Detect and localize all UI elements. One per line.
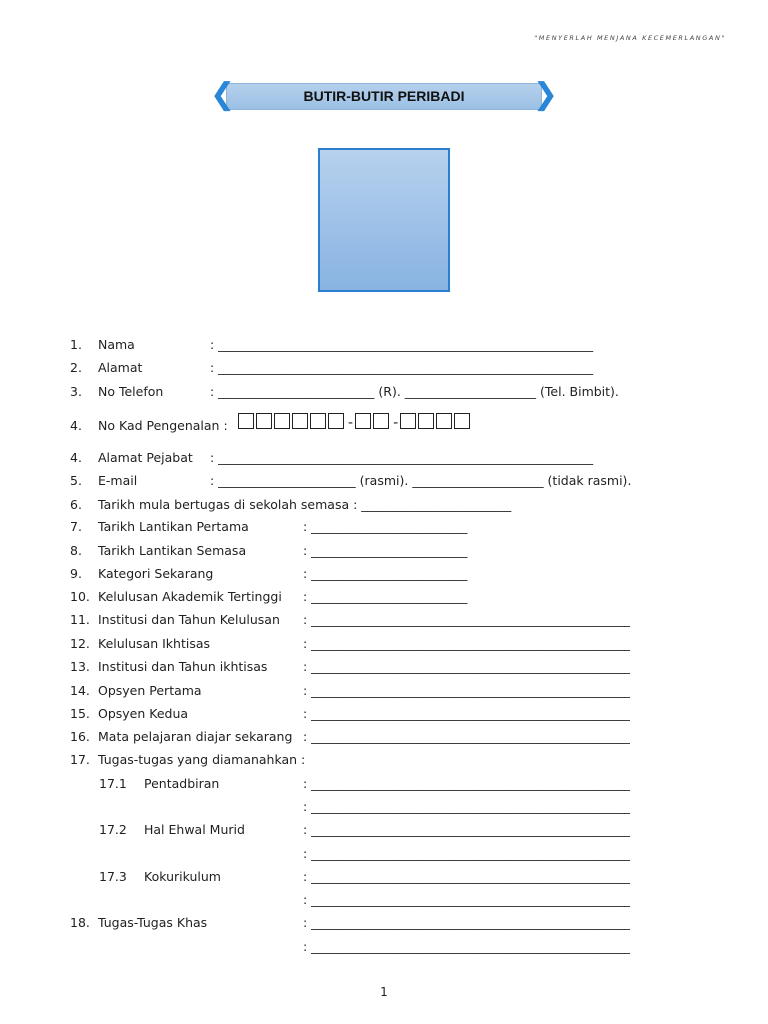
- field-kokurikulum-line2: [0, 892, 768, 910]
- field-blank[interactable]: : ___________________________________________________: [303, 915, 630, 930]
- field-blank[interactable]: : _________________________: [303, 543, 468, 558]
- field-blank[interactable]: : ___________________________________________________: [303, 729, 630, 744]
- field-opsyen-kedua: [0, 706, 768, 724]
- field-blank[interactable]: : ___________________________________________________: [303, 636, 630, 651]
- page-title: BUTIR-BUTIR PERIBADI: [303, 88, 465, 104]
- field-label: Alamat Pejabat: [98, 450, 193, 465]
- field-number: 17.1: [99, 776, 127, 791]
- field-number: 6.: [70, 497, 82, 512]
- field-blank[interactable]: : ___________________________________________________: [303, 892, 630, 907]
- field-nama: [0, 337, 768, 355]
- field-label: Opsyen Pertama: [98, 683, 202, 698]
- field-label: Kokurikulum: [144, 869, 221, 884]
- field-number: 16.: [70, 729, 90, 744]
- field-akademik: [0, 589, 768, 607]
- field-number: 8.: [70, 543, 82, 558]
- field-hal-ehwal-murid: [0, 822, 768, 840]
- field-label: Hal Ehwal Murid: [144, 822, 245, 837]
- field-pentadbiran: [0, 776, 768, 794]
- field-number: 10.: [70, 589, 90, 604]
- field-ikhtisas: [0, 636, 768, 654]
- field-label: Tarikh Lantikan Semasa: [98, 543, 247, 558]
- field-number: 4.: [70, 450, 82, 465]
- field-email: [0, 473, 768, 491]
- field-blank[interactable]: : ___________________________________________________: [303, 939, 630, 954]
- field-tugas-khas-line2: [0, 939, 768, 957]
- field-telefon: [0, 384, 768, 402]
- field-label: Institusi dan Tahun Kelulusan: [98, 612, 280, 627]
- photo-placeholder: [318, 148, 450, 292]
- field-number: 3.: [70, 384, 82, 399]
- field-tugas: [0, 752, 768, 770]
- field-number: 17.3: [99, 869, 127, 884]
- field-kokurikulum: [0, 869, 768, 887]
- field-blank[interactable]: : ____________________________________________________________: [210, 337, 594, 352]
- field-label: Kategori Sekarang: [98, 566, 214, 581]
- field-kategori: [0, 566, 768, 584]
- field-number: 15.: [70, 706, 90, 721]
- motto-header: "MENYERLAH MENJANA KECEMERLANGAN": [534, 34, 726, 42]
- field-blank[interactable]: : ___________________________________________________: [303, 799, 630, 814]
- field-number: 12.: [70, 636, 90, 651]
- field-label: Tugas-tugas yang diamanahkan :: [98, 752, 306, 767]
- field-tarikh-mula: [0, 497, 768, 515]
- field-number: 14.: [70, 683, 90, 698]
- field-number: 17.: [70, 752, 90, 767]
- field-alamat-pejabat: [0, 450, 768, 468]
- field-blank[interactable]: : _________________________ (R). _____________________ (Tel. Bimbit).: [210, 384, 619, 399]
- field-blank[interactable]: : ____________________________________________________________: [210, 360, 594, 375]
- field-label[interactable]: Tarikh mula bertugas di sekolah semasa : ________________________: [98, 497, 512, 512]
- field-blank[interactable]: : ___________________________________________________: [303, 612, 630, 627]
- field-institusi: [0, 612, 768, 630]
- field-number: 18.: [70, 915, 90, 930]
- field-kad-pengenalan: [0, 413, 768, 437]
- page-number: 1: [380, 985, 388, 999]
- field-alamat: [0, 360, 768, 378]
- field-number: 7.: [70, 519, 82, 534]
- field-lantikan-semasa: [0, 543, 768, 561]
- field-number: 5.: [70, 473, 82, 488]
- field-opsyen-pertama: [0, 683, 768, 701]
- field-label: No Kad Pengenalan :: [98, 418, 228, 433]
- field-label: Nama: [98, 337, 135, 352]
- field-number: 11.: [70, 612, 90, 627]
- field-label: No Telefon: [98, 384, 164, 399]
- field-label: Opsyen Kedua: [98, 706, 189, 721]
- field-blank[interactable]: : ___________________________________________________: [303, 822, 630, 837]
- field-number: 1.: [70, 337, 82, 352]
- field-blank[interactable]: : ___________________________________________________: [303, 706, 630, 721]
- field-label: Pentadbiran: [144, 776, 220, 791]
- field-label: Kelulusan Ikhtisas: [98, 636, 211, 651]
- field-label: Tarikh Lantikan Pertama: [98, 519, 249, 534]
- field-pentadbiran-line2: [0, 799, 768, 817]
- field-lantikan-pertama: [0, 519, 768, 537]
- field-blank[interactable]: : _________________________: [303, 566, 468, 581]
- field-label: E-mail: [98, 473, 138, 488]
- field-blank[interactable]: : ___________________________________________________: [303, 776, 630, 791]
- field-institusi-ikhtisas: [0, 659, 768, 677]
- field-blank[interactable]: : ____________________________________________________________: [210, 450, 594, 465]
- field-number: 9.: [70, 566, 82, 581]
- ic-number-boxes[interactable]: - -: [238, 413, 472, 431]
- chevron-right-icon: ❯: [532, 77, 558, 112]
- field-label: Kelulusan Akademik Tertinggi: [98, 589, 282, 604]
- field-number: 17.2: [99, 822, 127, 837]
- chevron-left-icon: ❮: [210, 77, 236, 112]
- field-blank[interactable]: : _________________________: [303, 519, 468, 534]
- title-banner: [210, 77, 558, 112]
- field-blank[interactable]: : ___________________________________________________: [303, 683, 630, 698]
- field-label: Mata pelajaran diajar sekarang: [98, 729, 293, 744]
- field-mata-pelajaran: [0, 729, 768, 747]
- field-number: 2.: [70, 360, 82, 375]
- field-blank[interactable]: : ___________________________________________________: [303, 869, 630, 884]
- field-number: 4.: [70, 418, 82, 433]
- field-number: 13.: [70, 659, 90, 674]
- field-label: Institusi dan Tahun ikhtisas: [98, 659, 268, 674]
- field-blank[interactable]: : ______________________ (rasmi). _____________________ (tidak rasmi).: [210, 473, 632, 488]
- field-label: Alamat: [98, 360, 143, 375]
- field-tugas-khas: [0, 915, 768, 933]
- field-label: Tugas-Tugas Khas: [98, 915, 208, 930]
- field-hal-ehwal-murid-line2: [0, 846, 768, 864]
- field-blank[interactable]: : ___________________________________________________: [303, 659, 630, 674]
- field-blank[interactable]: : ___________________________________________________: [303, 846, 630, 861]
- field-blank[interactable]: : _________________________: [303, 589, 468, 604]
